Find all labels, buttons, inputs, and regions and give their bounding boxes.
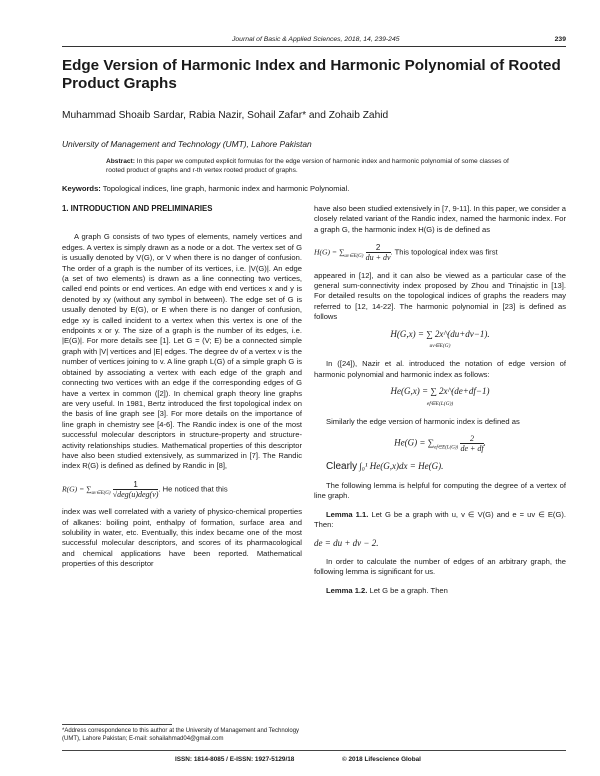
harmonic-numerator: 2	[375, 243, 381, 253]
right-paragraph-6: In order to calculate the number of edges of an arbitrary graph, the following lemma is significant for us.	[314, 556, 566, 577]
harmonic-index-equation-line	[314, 243, 566, 262]
journal-citation: Journal of Basic & Applied Sciences, 2018, 14, 239-245	[232, 36, 400, 43]
page-number: 239	[554, 36, 566, 43]
randic-numerator: 1	[133, 479, 138, 489]
lemma-2	[314, 586, 566, 596]
keywords-text: Topological indices, line graph, harmonic index and harmonic Polynomial.	[100, 184, 350, 193]
footnote-rule	[62, 724, 172, 725]
correspondence-footnote: *Address correspondence to this author at the University of Management and Technology (UMT), Lahore Pakistan; E-mail: sohailahmad04@gmail.com	[62, 728, 300, 742]
keywords	[62, 184, 349, 193]
harmonic-equation-lhs: H(G) = ∑	[314, 247, 345, 257]
edge-harmonic-lhs: He(G) = ∑	[394, 437, 435, 448]
issn-line: ISSN: 1814-8085 / E-ISSN: 1927-5129/18	[175, 756, 295, 763]
lemma-2-text: Let G be a graph. Then	[367, 585, 448, 595]
harmonic-denominator: du + dv	[365, 253, 391, 263]
right-paragraph-3: In ([24]), Nazir et al. introduced the notation of edge version of harmonic polynomial and harmonic index as follows:	[314, 359, 566, 379]
right-column	[314, 204, 566, 596]
harmonic-polynomial-equation	[314, 329, 566, 352]
edge-harmonic-polynomial-equation	[314, 386, 566, 409]
edge-harmonic-polynomial-formula: He(G,x) = ∑ 2x^(de+df−1)	[390, 386, 490, 397]
intro-paragraph-2: index was well correlated with a variety of physico-chemical properties of alkanes: boiling point, enthalpy of formation, surface area and solubility in water, etc. Eventually, this index became one of the most successful molecular descriptors, and scores of its pharmacological and chemical applications have been reported. Mathematical properties of this descriptor	[62, 507, 302, 569]
randic-denominator: √deg(u)deg(v)	[112, 489, 159, 499]
right-paragraph-5: The following lemma is helpful for computing the degree of a vertex of line graph.	[314, 480, 566, 501]
edge-harmonic-polynomial-subscript: ef∈E(L(G))	[426, 400, 454, 407]
lemma-2-heading: Lemma 1.2.	[326, 585, 368, 595]
lemma-1-equation: de = du + dv − 2.	[314, 538, 379, 549]
harmonic-polynomial-subscript: uv∈E(G)	[429, 343, 451, 350]
right-paragraph-4: Similarly the edge version of harmonic index is defined as	[326, 417, 520, 427]
clearly-line	[314, 461, 566, 472]
edge-harmonic-subscript: ef∈E(L(G))	[434, 444, 459, 450]
harmonic-polynomial-formula: H(G,x) = ∑ 2x^(du+dv−1).	[390, 328, 490, 339]
left-column	[62, 204, 302, 570]
abstract-label: Abstract:	[106, 158, 135, 165]
edge-harmonic-numerator: 2	[470, 433, 475, 443]
edge-harmonic-fraction	[460, 434, 483, 453]
footer-rule	[62, 750, 566, 751]
intro-paragraph-1: A graph G consists of two types of elements, namely vertices and edges. A vertex is simply drawn as a node or a dot. The vertex set of G is usually denoted by V(G), or V when there is no danger of confusion. The order of a graph is the number of its vertices, i.e. |V(G)|. An edge (a set of two elements) is drawn as a line connecting two vertices, called end points or end vertices. An edge with end vertices x and y is denoted by xy (without any symbol in between). The edge set of G is usually denoted by E(G), or E when there is no danger of confusion, edge xy is called incident to a vertex when this vertex is one of the endpoints x or y. The size of a graph is the number of its edges, i.e. |E(G)|. For more details see [1]. Let G = (V; E) be a connected simple graph with |V| vertices and |E| edges. The degree dv of a vertex v is the number of vertices joining to v. A line graph L(G) of a simple graph G is obtained by associating a vertex with each edge of the graph and connecting two vertices with an edge if the corresponding edges of G have a vertex in common ([2]). In chemical graph theory line graphs are very useful. In 1981, Bertz introduced the first topological index on the basis of line graph see [3]. For more details on the importance of line graph in chemistry see [4-6]. The Randic index is one of the most successful molecular descriptors in structure-property and structure-activity relationships studies. Mathematical properties of this descriptor have also been studied extensively, as summarized in [7]. The Randic index R(G) is defined as defined by Randic in [8],	[62, 232, 302, 471]
randic-equation-line	[62, 480, 302, 499]
randic-fraction	[113, 480, 159, 499]
harmonic-fraction	[366, 243, 391, 262]
clearly-equation: ∫₀¹ He(G,x)dx = He(G).	[359, 461, 444, 472]
abstract	[106, 157, 526, 175]
copyright-line: © 2018 Lifescience Global	[342, 756, 421, 763]
harmonic-equation-subscript: uv∈E(G)	[344, 254, 364, 260]
paper-title: Edge Version of Harmonic Index and Harmonic Polynomial of Rooted Product Graphs	[62, 57, 561, 92]
harmonic-tail: . This topological index was first	[390, 247, 498, 257]
lemma-1-text: Let G be a graph with u, v ∈ V(G) and e = uv ∈ E(G). Then:	[314, 509, 566, 529]
randic-equation-lhs: R(G) = ∑	[62, 484, 92, 494]
edge-harmonic-index-equation: $He(G) = \sum_{ef\in E(L(G))}$ $\frac{2}{de + df}$ .	[394, 433, 486, 453]
randic-tail: . He noticed that this	[158, 484, 228, 494]
clearly-label: Clearly	[326, 461, 358, 473]
right-paragraph-2: appeared in [12], and it can also be viewed as a particular case of the general sum-connectivity index proposed by Zhou and Trinajstic in [13]. For detailed results on the topological indices of graphs the readers may referred to [12, 14-22]. The harmonic polynomial in [23] is defined as follows	[314, 270, 566, 322]
author-list: Muhammad Shoaib Sardar, Rabia Nazir, Sohail Zafar* and Zohaib Zahid	[62, 110, 389, 121]
keywords-label: Keywords:	[62, 184, 101, 193]
header-rule	[62, 46, 566, 47]
edge-harmonic-denominator: de + df	[460, 443, 484, 453]
randic-equation-subscript: uv∈E(G)	[91, 490, 111, 496]
abstract-text: In this paper we computed explicit formulas for the edge version of harmonic index and harmonic polynomial of some classes of rooted product of graphs and r-th vertex rooted product of graphs.	[106, 158, 509, 174]
section-heading: 1. INTRODUCTION AND PRELIMINARIES	[62, 204, 213, 213]
affiliation: University of Management and Technology (UMT), Lahore Pakistan	[62, 139, 312, 149]
lemma-1	[314, 510, 566, 531]
lemma-1-heading: Lemma 1.1.	[326, 509, 369, 519]
right-paragraph-1: have also been studied extensively in [7, 9-11]. In this paper, we consider a closely related variant of the Randic index, named the harmonic index. For a graph G, the harmonic index H(G) is de defined as	[314, 204, 566, 234]
